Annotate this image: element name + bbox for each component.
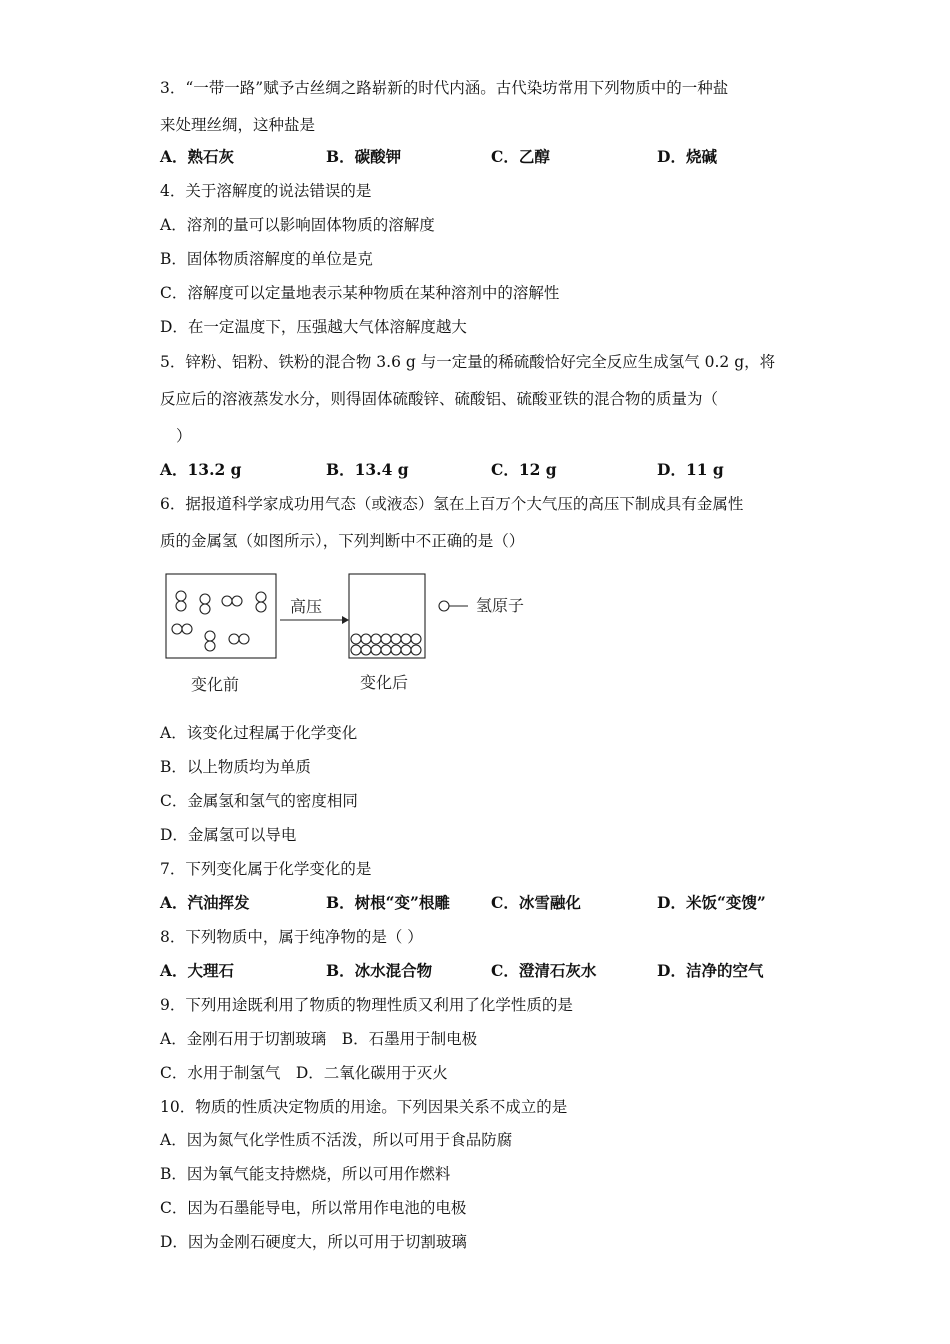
q8-option-a: A．大理石 (160, 961, 235, 980)
q6-stem-line1: 6．据报道科学家成功用气态（或液态）氢在上百万个大气压的高压下制成具有金属性 (160, 495, 744, 513)
metallic-hydrogen-figure (160, 566, 560, 706)
q4-stem: 4．关于溶解度的说法错误的是 (160, 182, 372, 200)
before-caption: 变化前 (191, 675, 240, 694)
after-caption: 变化后 (360, 673, 409, 692)
q5-option-d: D．11 g (657, 460, 724, 479)
legend-label: 氢原子 (476, 596, 525, 615)
q5-option-b: B．13.4 g (326, 460, 409, 479)
q7-option-c: C．冰雪融化 (491, 893, 581, 912)
q5-stem-line1: 5．锌粉、铝粉、铁粉的混合物 3.6 g 与一定量的稀硫酸恰好完全反应生成氢气 0.2 g，将 (160, 353, 776, 371)
q6-option-a: A．该变化过程属于化学变化 (160, 724, 358, 742)
q5-stem-line2: 反应后的溶液蒸发水分，则得固体硫酸锌、硫酸铝、硫酸亚铁的混合物的质量为（ (160, 390, 719, 408)
before-box (166, 574, 276, 658)
q9-options-ab: A．金刚石用于切割玻璃 B．石墨用于制电极 (160, 1030, 478, 1048)
q8-option-c: C．澄清石灰水 (491, 961, 597, 980)
q6-option-d: D．金属氢可以导电 (160, 826, 297, 844)
q10-option-c: C．因为石墨能导电，所以常用作电池的电极 (160, 1199, 467, 1217)
q3-stem-line2: 来处理丝绸，这种盐是 (160, 116, 316, 134)
q3-stem-line1: 3．“一带一路”赋予古丝绸之路崭新的时代内涵。古代染坊常用下列物质中的一种盐 (160, 79, 729, 97)
hydrogen-molecules-before (172, 591, 266, 651)
q10-option-d: D．因为金刚石硬度大，所以可用于切割玻璃 (160, 1233, 467, 1251)
q7-option-a: A．汽油挥发 (160, 893, 250, 912)
q4-option-d: D．在一定温度下，压强越大气体溶解度越大 (160, 318, 467, 336)
q10-stem: 10．物质的性质决定物质的用途。下列因果关系不成立的是 (160, 1098, 568, 1116)
q3-option-a: A．熟石灰 (160, 147, 235, 166)
q6-option-b: B．以上物质均为单质 (160, 758, 311, 776)
q5-option-c: C．12 g (491, 460, 557, 479)
q6-option-c: C．金属氢和氢气的密度相同 (160, 792, 358, 810)
arrow-head (342, 616, 349, 624)
q10-option-a: A．因为氮气化学性质不活泼，所以可用于食品防腐 (160, 1131, 513, 1149)
q7-option-b: B．树根“变”根雕 (326, 893, 450, 912)
q8-option-d: D．洁净的空气 (657, 961, 764, 980)
arrow-label: 高压 (290, 597, 323, 616)
q3-option-d: D．烧碱 (657, 147, 717, 166)
q5-stem-line3: ） (176, 427, 192, 445)
q6-stem-line2: 质的金属氢（如图所示），下列判断中不正确的是（） (160, 532, 525, 550)
q4-option-a: A．溶剂的量可以影响固体物质的溶解度 (160, 216, 435, 234)
q9-stem: 9．下列用途既利用了物质的物理性质又利用了化学性质的是 (160, 996, 573, 1014)
metallic-hydrogen-atoms (351, 634, 421, 655)
q3-option-c: C．乙醇 (491, 147, 550, 166)
q9-options-cd: C．水用于制氢气 D．二氧化碳用于灭火 (160, 1064, 448, 1082)
q10-option-b: B．因为氧气能支持燃烧，所以可用作燃料 (160, 1165, 451, 1183)
q8-stem: 8．下列物质中，属于纯净物的是（ ） (160, 928, 423, 946)
q8-option-b: B．冰水混合物 (326, 961, 433, 980)
q5-option-a: A．13.2 g (160, 460, 242, 479)
q7-option-d: D．米饭“变馊” (657, 893, 766, 912)
q4-option-b: B．固体物质溶解度的单位是克 (160, 250, 373, 268)
q4-option-c: C．溶解度可以定量地表示某种物质在某种溶剂中的溶解性 (160, 284, 560, 302)
q3-option-b: B．碳酸钾 (326, 147, 402, 166)
q7-stem: 7．下列变化属于化学变化的是 (160, 860, 372, 878)
legend-atom (439, 601, 449, 611)
